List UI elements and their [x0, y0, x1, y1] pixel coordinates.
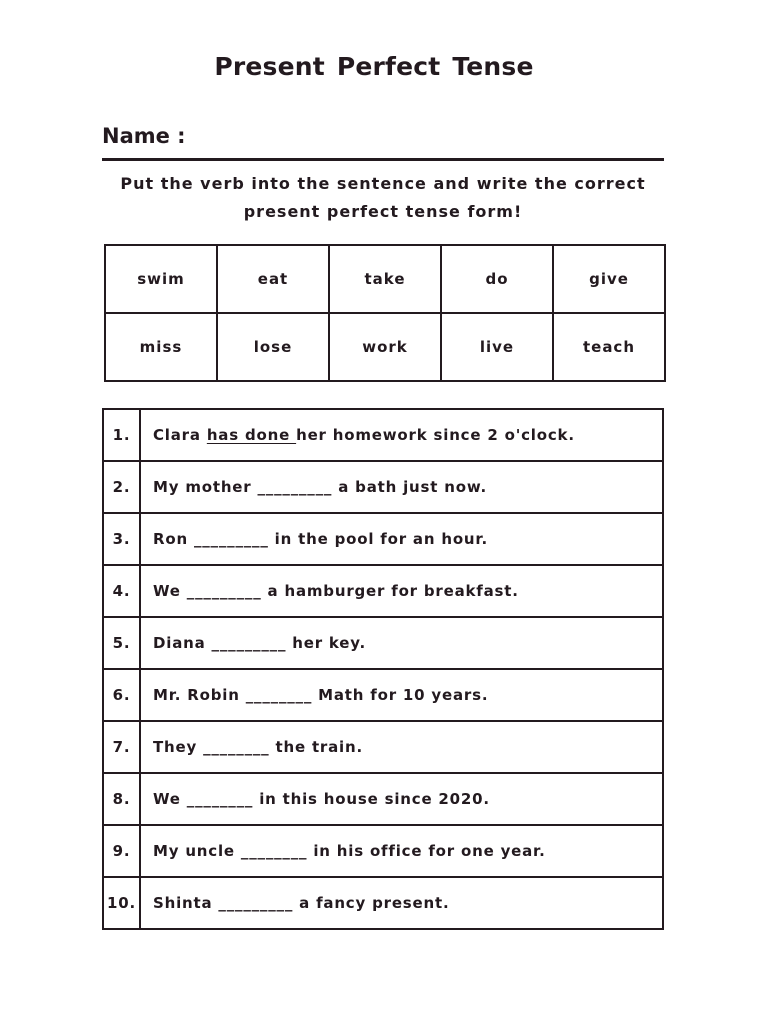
question-sentence[interactable]: Diana _________ her key.	[140, 617, 663, 669]
sentence-start: Clara	[153, 426, 207, 444]
question-row	[103, 565, 663, 617]
question-number: 8.	[103, 773, 140, 825]
worksheet-title: Present Perfect Tense	[214, 52, 534, 81]
question-sentence[interactable]: We _________ a hamburger for breakfast.	[140, 565, 663, 617]
sentence-end: her homework since 2 o'clock.	[296, 426, 575, 444]
verb-cell: work	[329, 313, 441, 381]
name-label: Name :	[102, 124, 186, 148]
verb-cell: give	[553, 245, 665, 313]
verb-cell: eat	[217, 245, 329, 313]
question-row	[103, 409, 663, 461]
question-number: 3.	[103, 513, 140, 565]
question-row	[103, 461, 663, 513]
question-sentence[interactable]	[140, 409, 663, 461]
question-number: 4.	[103, 565, 140, 617]
question-row	[103, 877, 663, 929]
question-sentence[interactable]: Shinta _________ a fancy present.	[140, 877, 663, 929]
question-sentence[interactable]: Ron _________ in the pool for an hour.	[140, 513, 663, 565]
question-number: 2.	[103, 461, 140, 513]
example-answer: has done	[206, 426, 297, 444]
verb-cell: take	[329, 245, 441, 313]
verb-cell: lose	[217, 313, 329, 381]
questions-table	[102, 408, 664, 930]
question-row	[103, 825, 663, 877]
question-row	[103, 669, 663, 721]
question-sentence[interactable]: They ________ the train.	[140, 721, 663, 773]
question-sentence[interactable]: My uncle ________ in his office for one year.	[140, 825, 663, 877]
question-row	[103, 513, 663, 565]
verb-bank-table	[104, 244, 666, 382]
question-number: 9.	[103, 825, 140, 877]
verb-row	[105, 313, 665, 381]
verb-cell: do	[441, 245, 553, 313]
question-number: 5.	[103, 617, 140, 669]
question-sentence[interactable]: My mother _________ a bath just now.	[140, 461, 663, 513]
verb-cell: teach	[553, 313, 665, 381]
name-line[interactable]	[102, 122, 664, 161]
question-row	[103, 617, 663, 669]
verb-cell: live	[441, 313, 553, 381]
question-row	[103, 721, 663, 773]
verb-cell: swim	[105, 245, 217, 313]
verb-cell: miss	[105, 313, 217, 381]
question-number: 1.	[103, 409, 140, 461]
question-number: 6.	[103, 669, 140, 721]
question-row	[103, 773, 663, 825]
question-number: 10.	[103, 877, 140, 929]
question-sentence[interactable]: We ________ in this house since 2020.	[140, 773, 663, 825]
instructions: Put the verb into the sentence and write the correct present perfect tense form!	[120, 174, 646, 221]
question-sentence[interactable]: Mr. Robin ________ Math for 10 years.	[140, 669, 663, 721]
verb-row	[105, 245, 665, 313]
question-number: 7.	[103, 721, 140, 773]
